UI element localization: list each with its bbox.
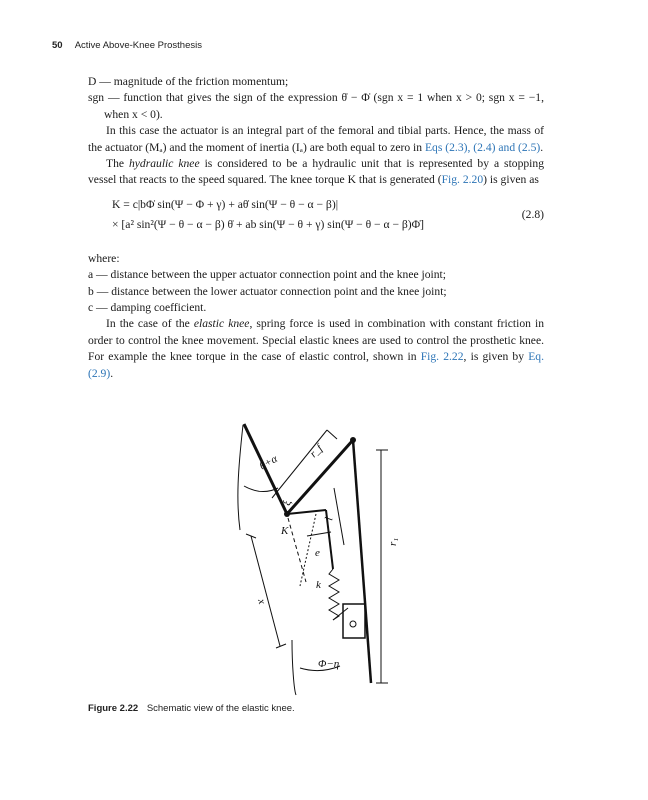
definition-a: a — distance between the upper actuator connection point and the knee joint; — [88, 268, 446, 282]
where-label: where: — [88, 251, 120, 265]
spring-coil — [329, 569, 339, 620]
eq-2-9-link[interactable]: Eq. (2.9) — [88, 350, 544, 380]
paragraph-hydraulic-b: is considered to be a hydraulic unit that is represented by a stopping vessel that reacts to the speed squared. The knee torque K that is generated ( — [88, 157, 544, 187]
page-number: 50 — [52, 40, 63, 51]
paragraph-hydraulic-c: ) is given as — [483, 173, 539, 187]
caption-text: Schematic view of the elastic knee. — [146, 703, 295, 714]
K-label: K — [281, 525, 289, 537]
paragraph-elastic — [88, 316, 544, 382]
l-dimension — [334, 488, 344, 545]
running-title: Active Above-Knee Prosthesis — [74, 40, 202, 51]
upper-joint — [350, 437, 356, 443]
rf-tick — [327, 430, 337, 439]
paragraph-elastic-b: , spring force is used in combination with constant friction in order to control the knee movement. Special elastic knees are used to control the prosthetic knee. For example the knee torque in the case of elastic control, shown in — [88, 317, 545, 364]
paragraph-elastic-c: , is given by — [463, 350, 525, 364]
caption-label: Figure 2.22 — [88, 703, 139, 714]
phi-eta-label: Φ−η — [318, 658, 340, 670]
term-elastic-knee: elastic knee — [193, 317, 250, 331]
rf-dimension — [272, 430, 327, 498]
paragraph-elastic-a: In the case of the — [106, 317, 190, 331]
definition-c: c — damping coefficient. — [88, 301, 207, 315]
definition-sgn: sgn — function that gives the sign of the expression θ̇ − Φ̇ (sgn x = 1 when x > 0; sgn x = −1, when x < 0). — [88, 91, 544, 121]
term-hydraulic-knee: hydraulic knee — [128, 157, 200, 171]
running-head — [52, 40, 572, 51]
body-text — [88, 74, 544, 382]
damper-pivot — [350, 621, 356, 627]
figure-elastic-knee — [220, 414, 460, 694]
paragraph-hydraulic-a: The — [106, 157, 125, 171]
definition-b: b — distance between the lower actuator connection point and the knee joint; — [88, 284, 447, 298]
reference-vertical — [238, 425, 243, 530]
fig-2-22-link[interactable]: Fig. 2.22 — [420, 350, 464, 364]
equation-number: (2.8) — [521, 207, 544, 221]
equation-line-1: K = c|bΦ̇ sin(Ψ − Φ + γ) + aθ̇ sin(Ψ − θ − α − β)| — [112, 197, 339, 211]
paragraph-elastic-end: . — [110, 366, 114, 380]
knee-joint — [284, 511, 290, 517]
equation-2-8 — [88, 195, 544, 239]
equation-line-2: × [a² sin²(Ψ − θ − α − β) θ̇ + ab sin(Ψ − θ + γ) sin(Ψ − θ − α − β)Φ̇] — [112, 217, 424, 231]
k-label: k — [316, 579, 321, 591]
fig-2-20-link[interactable]: Fig. 2.20 — [441, 173, 484, 187]
guide-center — [300, 514, 316, 586]
paragraph-hydraulic — [88, 156, 544, 189]
angle-label: θ+α — [257, 452, 280, 473]
x-label: x — [255, 597, 268, 606]
xi-label: ξ — [281, 499, 294, 507]
definition-D: D — magnitude of the friction momentum; — [88, 75, 289, 88]
paragraph-actuator-end: . — [540, 140, 544, 154]
eqs-link[interactable]: Eqs (2.3), (2.4) and (2.5) — [424, 140, 541, 154]
x-dimension — [251, 536, 280, 646]
l-label: l — [323, 516, 336, 522]
paragraph-actuator-text: In this case the actuator is an integral part of the femoral and tibial parts. Hence, the mass of the actuator (Mₐ) and the moment of inertia (Iₐ) are both equal to zero in — [88, 124, 544, 154]
shank-bar — [353, 440, 371, 683]
guide-left — [288, 518, 306, 582]
r1-label: r₁ — [387, 537, 399, 546]
e-label: e — [315, 547, 320, 559]
figure-caption — [88, 703, 548, 714]
elastic-knee-diagram — [220, 414, 460, 694]
e-dimension — [307, 532, 331, 536]
bottom-reference — [292, 640, 296, 695]
x-bottom-tick — [276, 644, 286, 648]
paragraph-actuator — [88, 123, 544, 156]
rf-label: r_f — [307, 442, 326, 461]
spring-top-link — [287, 510, 326, 514]
